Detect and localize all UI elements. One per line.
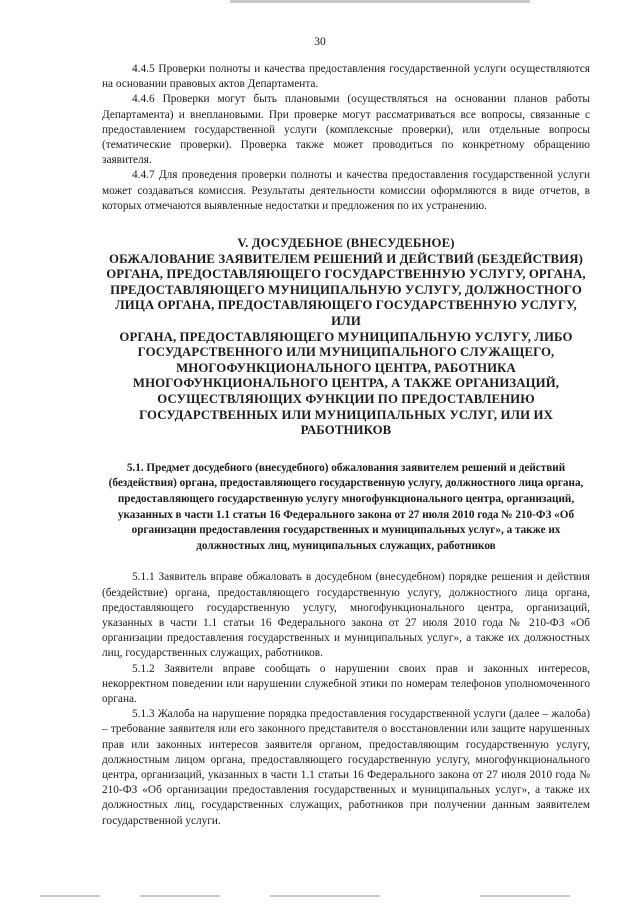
paragraph-4-4-5: 4.4.5 Проверки полноты и качества предоставления государственной услуги осуществляются на основании правовых актов Департамента. — [102, 63, 590, 91]
scan-artifact-top — [230, 0, 530, 3]
paragraph-5-1-1: 5.1.1 Заявитель вправе обжаловать в досудебном (внесудебном) порядке решения и действия (бездействие) органа, предоставляющего государственную услугу, должностного лица органа, предоставляющего государственную услугу, многофункционального центра, организаций, указанных в части 1.1 статьи 16 Федерального закона от 27 июля 2010 года № 210-ФЗ «Об организации предоставления государственных и муниципальных услуг», а также их должностных лиц, государственных служащих, работников. — [102, 571, 590, 660]
paragraph-4-4-6: 4.4.6 Проверки могут быть плановыми (осуществляться на основании планов работы Департамента) и внеплановыми. При проверке могут рассматриваться все вопросы, связанные с предоставлением государственной услуги (комплексные проверки), или отдельные вопросы (тематические проверки). Проверка также может проводиться по конкретному обращению заявителя. — [102, 93, 590, 167]
section-5-heading — [102, 236, 590, 439]
heading-line: ОРГАНА, ПРЕДОСТАВЛЯЮЩЕГО МУНИЦИПАЛЬНУЮ УСЛУГУ, ЛИБО — [119, 329, 573, 344]
heading-line: ГОСУДАРСТВЕННОГО ИЛИ МУНИЦИПАЛЬНОГО СЛУЖАЩЕГО, — [137, 345, 555, 360]
document-body — [102, 62, 590, 829]
scan-artifact-bottom — [480, 895, 570, 897]
scan-artifact-bottom — [140, 895, 220, 897]
heading-line: МНОГОФУНКЦИОНАЛЬНОГО ЦЕНТРА, А ТАКЖЕ ОРГАНИЗАЦИЙ, — [132, 376, 560, 391]
scan-artifact-bottom — [270, 895, 380, 897]
section-5-1-paragraphs — [102, 570, 590, 828]
heading-line: ОСУЩЕСТВЛЯЮЩИХ ФУНКЦИИ ПО ПРЕДОСТАВЛЕНИЮ — [157, 391, 535, 406]
paragraph-4-4-7: 4.4.7 Для проведения проверки полноты и качества предоставления государственной услуги может создаваться комиссия. Результаты деятельности комиссии оформляются в виде отчетов, в которых отмечаются выявленные недостатки и предложения по их устранению. — [102, 169, 590, 212]
page-number: 30 — [314, 36, 326, 48]
heading-line: ГОСУДАРСТВЕННЫХ ИЛИ МУНИЦИПАЛЬНЫХ УСЛУГ, ИЛИ ИХ — [139, 407, 553, 422]
paragraph-5-1-3: 5.1.3 Жалоба на нарушение порядка предоставления государственной услуги (далее – жалоба) – требование заявителя или его законного представителя о восстановлении или защите нарушенных прав или законных интересов заявителя органом, предоставляющим государственную услугу, должностным лицом органа, предоставляющего государственную услугу, многофункционального центра, организаций, указанных в части 1.1 статьи 16 Федерального закона от 27 июля 2010 года № 210-ФЗ «Об организации предоставления государственных и муниципальных услуг», а также их должностных лиц, государственных служащих, работников при получении данным заявителем государственной услуги. — [102, 708, 590, 827]
subsection-5-1-heading: 5.1. Предмет досудебного (внесудебного) обжалования заявителем решений и действий (бездействия) органа, предоставляющего государственную услугу, должностного лица органа, предоставляющего государственную услугу многофункционального центра, организаций, указанных в части 1.1 статьи 16 Федерального закона от 27 июля 2010 года № 210-ФЗ «Об организации предоставления государственных и муниципальных услуг», а также их должностных лиц, муниципальных служащих, работников — [108, 461, 584, 552]
heading-line: РАБОТНИКОВ — [300, 423, 392, 438]
heading-line: ОРГАНА, ПРЕДОСТАВЛЯЮЩЕГО ГОСУДАРСТВЕННУЮ УСЛУГУ, ОРГАНА, — [106, 267, 586, 282]
heading-line: МНОГОФУНКЦИОНАЛЬНОГО ЦЕНТРА, РАБОТНИКА — [176, 360, 516, 375]
heading-line: ОБЖАЛОВАНИЕ ЗАЯВИТЕЛЕМ РЕШЕНИЙ И ДЕЙСТВИЙ (БЕЗДЕЙСТВИЯ) — [109, 251, 583, 266]
paragraph-5-1-2: 5.1.2 Заявители вправе сообщать о нарушении своих прав и законных интересов, некорректном поведении или нарушении служебной этики по номерам телефонов уполномоченного органа. — [102, 662, 590, 705]
scan-artifact-bottom — [40, 895, 100, 897]
heading-line: ЛИЦА ОРГАНА, ПРЕДОСТАВЛЯЮЩЕГО ГОСУДАРСТВЕННУЮ УСЛУГУ, ИЛИ — [115, 298, 577, 328]
heading-line: ПРЕДОСТАВЛЯЮЩЕГО МУНИЦИПАЛЬНУЮ УСЛУГУ, ДОЛЖНОСТНОГО — [110, 282, 582, 297]
heading-line: V. ДОСУДЕБНОЕ (ВНЕСУДЕБНОЕ) — [237, 236, 455, 251]
section-4-paragraphs — [102, 62, 590, 214]
